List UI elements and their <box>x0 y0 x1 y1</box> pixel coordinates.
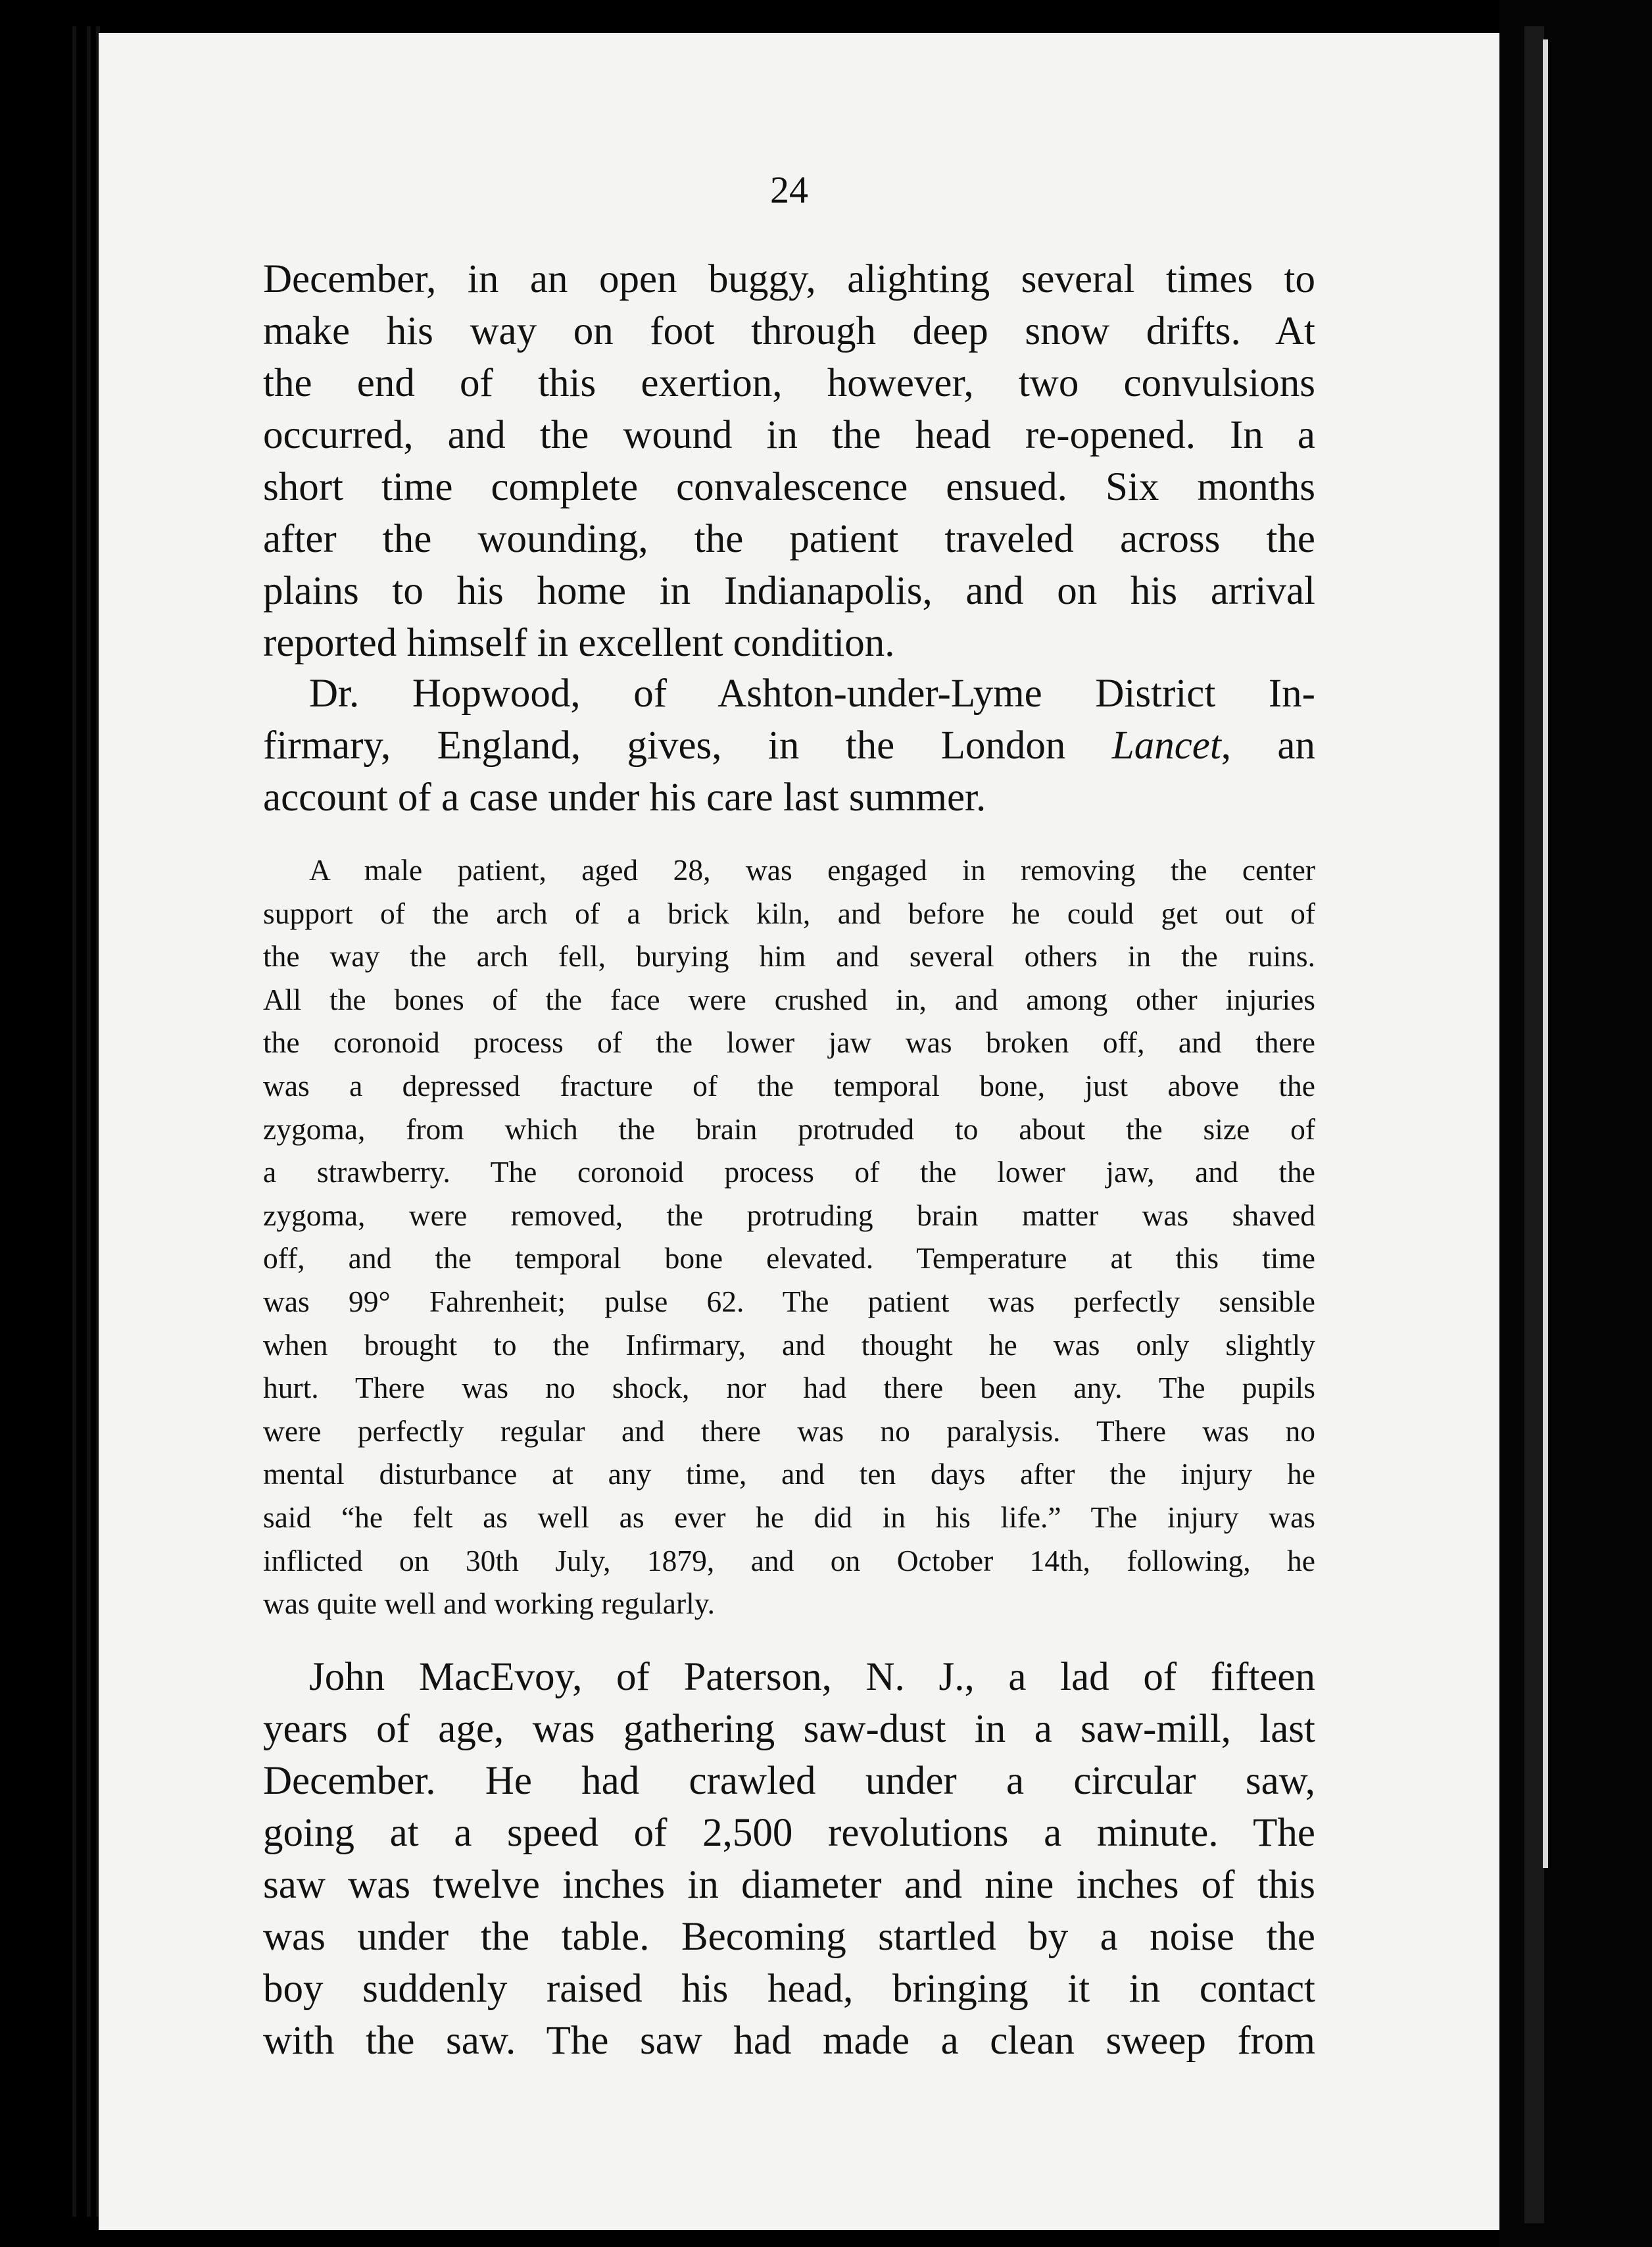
quote-line: hurt. There was no shock, nor had there been any. The pupils <box>263 1371 1315 1405</box>
text-line: going at a speed of 2,500 revolutions a minute. The <box>263 1811 1315 1855</box>
text-line: firmary, England, gives, in the London Lancet, an <box>263 724 1316 768</box>
text-line: reported himself in excellent condition. <box>263 621 895 665</box>
book-spine <box>1524 26 1544 2223</box>
quote-line: when brought to the Infirmary, and thought he was only slightly <box>263 1327 1315 1362</box>
text-line: plains to his home in Indianapolis, and on his arrival <box>263 569 1315 613</box>
quote-line: a strawberry. The coronoid process of the lower jaw, and the <box>263 1155 1315 1189</box>
text-line: short time complete convalescence ensued. Six months <box>263 465 1315 509</box>
page-edge-line <box>87 26 91 2217</box>
quote-line: mental disturbance at any time, and ten days after the injury he <box>263 1457 1315 1491</box>
paragraph-continued <box>263 253 1315 669</box>
paragraph-hopwood <box>263 668 1315 824</box>
text-line: was under the table. Becoming startled by a noise the <box>263 1915 1315 1959</box>
text-line: account of a case under his care last summer. <box>263 776 986 820</box>
quote-line: was quite well and working regularly. <box>263 1587 715 1621</box>
quoted-case-report <box>263 849 1315 1625</box>
quote-line: support of the arch of a brick kiln, and before he could get out of <box>263 896 1315 930</box>
binding-shadow <box>1499 0 1652 2247</box>
text-line: John MacEvoy, of Paterson, N. J., a lad of fifteen <box>309 1655 1315 1699</box>
text-line: make his way on foot through deep snow drifts. At <box>263 309 1315 353</box>
text-line: December, in an open buggy, alighting several times to <box>263 257 1315 301</box>
quote-line: was a depressed fracture of the temporal bone, just above the <box>263 1068 1315 1102</box>
quote-line: said “he felt as well as ever he did in his life.” The injury was <box>263 1500 1315 1534</box>
paragraph-macevoy <box>263 1651 1315 2067</box>
text-line: occurred, and the wound in the head re-opened. In a <box>263 413 1315 457</box>
text-line: December. He had crawled under a circular saw, <box>263 1759 1315 1803</box>
page-number: 24 <box>770 168 808 211</box>
binding-cord <box>1543 39 1548 1868</box>
text-line: Dr. Hopwood, of Ashton-under-Lyme District In- <box>309 672 1315 716</box>
text-line: with the saw. The saw had made a clean sweep from <box>263 2019 1315 2063</box>
quote-line: were perfectly regular and there was no paralysis. There was no <box>263 1414 1315 1448</box>
quote-line: A male patient, aged 28, was engaged in removing the center <box>309 853 1315 887</box>
text-line: after the wounding, the patient traveled across the <box>263 517 1315 561</box>
text-line: the end of this exertion, however, two convulsions <box>263 361 1315 405</box>
quote-line: inflicted on 30th July, 1879, and on October 14th, following, he <box>263 1543 1315 1577</box>
quote-line: off, and the temporal bone elevated. Temperature at this time <box>263 1241 1315 1275</box>
quote-line: All the bones of the face were crushed in, and among other injuries <box>263 982 1315 1016</box>
quote-line: the way the arch fell, burying him and several others in the ruins. <box>263 939 1315 974</box>
page-edge-line <box>72 26 76 2217</box>
text-line: years of age, was gathering saw-dust in a saw-mill, last <box>263 1707 1315 1751</box>
publication-name: Lancet <box>1111 724 1221 768</box>
text-line: boy suddenly raised his head, bringing it in contact <box>263 1967 1315 2011</box>
quote-line: zygoma, were removed, the protruding brain matter was shaved <box>263 1198 1315 1232</box>
quote-line: the coronoid process of the lower jaw was broken off, and there <box>263 1025 1315 1060</box>
quote-line: zygoma, from which the brain protruded to about the size of <box>263 1112 1315 1146</box>
quote-line: was 99° Fahrenheit; pulse 62. The patient was perfectly sensible <box>263 1284 1315 1318</box>
text-line: saw was twelve inches in diameter and nine inches of this <box>263 1863 1315 1907</box>
